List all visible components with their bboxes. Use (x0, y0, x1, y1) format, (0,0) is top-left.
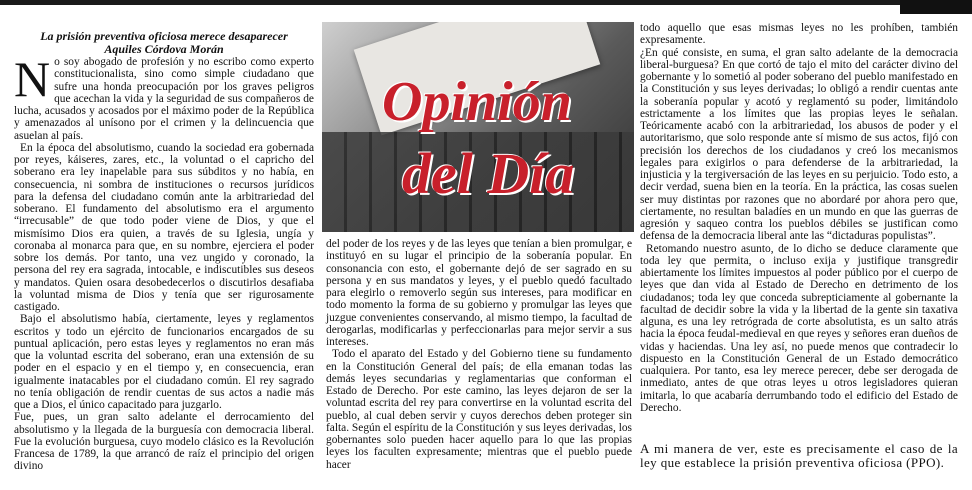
banner-title-line2: del Día (402, 141, 575, 206)
paragraph: No soy abogado de profesión y no escribo como experto constitucionalista, sino como simple ciudadano que sufre una honda preocupación por los graves peligros que acechan la vida y la seguridad de sus compañeros de lucha, acusados y acosados por el máximo poder de la República y amenazados al unísono por el crimen y la delincuencia que asuelan al país. (14, 51, 314, 142)
banner-title-line1: Opinión (382, 71, 572, 133)
paragraph: En la época del absolutismo, cuando la sociedad era gobernada por reyes, káiseres, zares, etc., la voluntad o el capricho del soberano era ley inapelable para sus súbditos y no había, en consecuencia, ni sombra de instituciones o recursos jurídicos para la defensa del ciudadano común ante la arbitrariedad del soberano. El fundamento del absolutismo era el argumento “irrecusable” de que todo poder viene de Dios, y que el mismísimo Dios era quien, a través de su Iglesia, ungía y coronaba al monarca para que, en su nombre, ejerciera el poder sobre los demás. Por tanto, una vez ungido y coronado, la persona del rey era sagrada, intocable, e indiscutibles sus deseos y mandatos. Quien osara desobedecerlos o discutirlos desafiaba la voluntad misma de Dios y tenía que ser rigurosamente castigado. (14, 141, 314, 313)
column-1 (14, 51, 314, 473)
article-title: La prisión preventiva oficiosa merece desaparecer (40, 29, 288, 43)
paragraph: ¿En qué consiste, en suma, el gran salto adelante de la democracia liberal-burguesa? En que cortó de tajo el mito del carácter divino del gobernante y lo sometió al poder soberano del pueblo manifestado en la Constitución y sus leyes derivadas; lo obligó a rendir cuentas ante la soberanía popular y acotó y reglamentó su poder, limitándolo estrictamente a los límites que las propias leyes le señalan. Teóricamente acabó con la arbitrariedad, los abusos de poder y el autoritarismo, que solo responde ante sí mismo de sus actos, fijó con precisión los derechos de los ciudadanos y creó los mecanismos legales para exigirlos o para defenderse de la arbitrariedad, la injusticia y la tergiversación de las leyes en su perjuicio. Todo esto, a decir verdad, suena bien en la teoría. En la práctica, las cosas suelen ser muy distintas por razones que no abordaré por ahora pero que, ciertamente, no resultan baladíes en un mundo en que las guerras de agresión y saqueo contra los pueblos débiles se justifican como defensa de la democracia liberal ante las “dictaduras populistas”. (640, 46, 958, 243)
column-3 (640, 22, 958, 414)
article-headline (14, 30, 314, 56)
top-rule-block (900, 0, 972, 14)
article-author: Aquiles Córdova Morán (104, 42, 224, 56)
opinion-banner (322, 22, 634, 232)
column-2 (326, 238, 632, 471)
paragraph: Fue, pues, un gran salto adelante el derrocamiento del absolutismo y la llegada de la burguesía con democracia liberal. Fue la evolución burguesa, cuyo modelo clásico es la Revolución Francesa de 1789, la que arrancó de raíz el principio del origen divino (14, 411, 314, 473)
paragraph: todo aquello que esas mismas leyes no les prohíben, también expresamente. (640, 22, 958, 47)
paragraph: Bajo el absolutismo había, ciertamente, leyes y reglamentos escritos y todo un ejército de funcionarios encargados de su puntual aplicación, pero estas leyes y reglamentos no eran más que la voluntad escrita del soberano, eran una extensión de su poder en el espacio y en el tiempo y, en consecuencia, eran igualmente inatacables por el ciudadano común. El rey sagrado no tenía obligación de rendir cuentas de sus actos a nadie más que a Dios, el único capacitado para juzgarlo. (14, 313, 314, 411)
paragraph: del poder de los reyes y de las leyes que tenían a bien promulgar, e instituyó en su lugar el principio de la soberanía popular. En consonancia con esto, el gobernante dejó de ser sagrado en su persona y en sus mandatos y leyes, y el pueblo quedó facultado para elegirlo o removerlo según sus intereses, para modificar en todo momento la forma de su gobierno y promulgar las leyes que juzgue convenientes conservando, al mismo tiempo, la facultad de derogarlas, modificarlas y perfeccionarlas para mejor servir a sus intereses. (326, 238, 632, 348)
closing-paragraph: A mi manera de ver, este es precisamente el caso de la ley que establece la prisión preventiva oficiosa (PPO). (640, 441, 958, 470)
top-rule (0, 0, 972, 5)
paragraph: Todo el aparato del Estado y del Gobierno tiene su fundamento en la Constitución General del país; de ella emanan todas las demás leyes secundarias y reglamentarias que conforman el Estado de Derecho. Por este camino, las leyes dejaron de ser la voluntad escrita del rey para convertirse en la voluntad escrita del pueblo, al cual deben servir y cuyos derechos deben proteger sin falta. Según el espíritu de la Constitución y sus leyes derivadas, los gobernantes solo pueden hacer aquello para lo que las propias leyes los faculten expresamente; mientras que el pueblo puede hacer (326, 348, 632, 471)
drop-cap: N (14, 51, 51, 107)
paragraph: Retomando nuestro asunto, de lo dicho se deduce claramente que toda ley que permita, o incluso exija y justifique transgredir abiertamente los límites impuestos al poder público por el cuerpo de leyes que dan vida al Estado de Derecho en detrimento de los ciudadanos; toda ley que conceda subrepticiamente al gobernante la facultad de decidir sobre la vida y la libertad de la gente sin taxativa alguna, es una ley retrógrada de corte absolutista, es un salto atrás hacia la época feudal-medieval en que reyes y señores eran dueños de vidas y haciendas. Una ley así, no puede menos que contradecir lo dispuesto en la Constitución General de un Estado democrático cualquiera. Por tanto, esa ley merece perecer, debe ser derogada de inmediato, antes de que otras leyes u otros legisladores quieran imitarla, lo que acabaría derrumbando todo el edificio del Estado de Derecho. (640, 242, 958, 414)
